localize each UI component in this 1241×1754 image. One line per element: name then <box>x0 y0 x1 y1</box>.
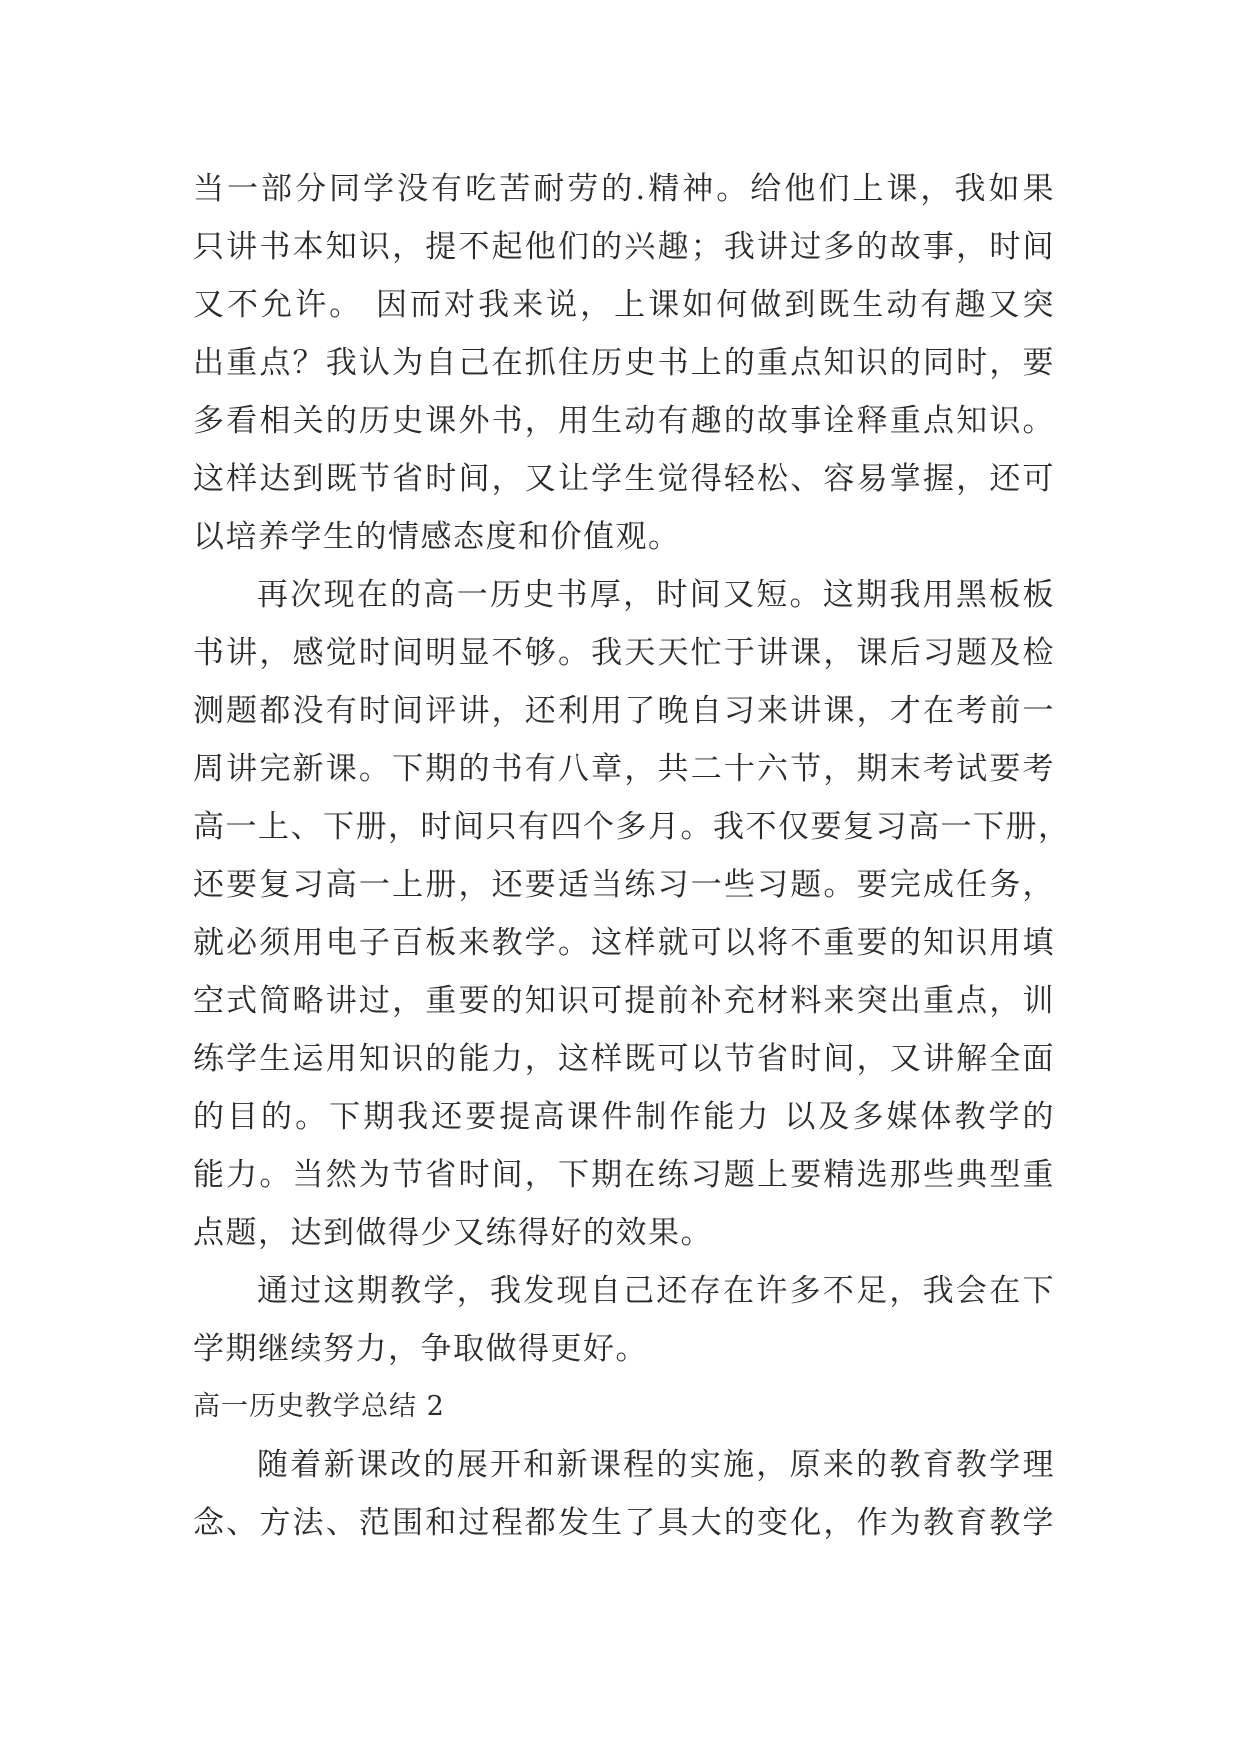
text-line: 学期继续努力，争取做得更好。 <box>193 1331 648 1367</box>
text-line: 空式简略讲过，重要的知识可提前补充材料来突出重点，训 <box>193 983 1055 1019</box>
text-line: 当一部分同学没有吃苦耐劳的.精神。给他们上课，我如果 <box>193 171 1055 207</box>
paragraph-2 <box>193 566 1071 1262</box>
text-line: 多看相关的历史课外书，用生动有趣的故事诠释重点知识。 <box>193 403 1055 439</box>
text-line: 通过这期教学，我发现自己还存在许多不足，我会在下 <box>257 1273 1055 1309</box>
paragraph-1 <box>193 160 1055 566</box>
text-line: 念、方法、范围和过程都发生了具大的变化，作为教育教学 <box>193 1505 1055 1541</box>
text-line: 随着新课改的展开和新课程的实施，原来的教育教学理 <box>257 1447 1055 1483</box>
heading-text: 高一历史教学总结 2 <box>193 1391 445 1422</box>
text-line: 周讲完新课。下期的书有八章，共二十六节，期末考试要考 <box>193 751 1055 787</box>
document-body <box>193 160 1071 1552</box>
text-line: 能力。当然为节省时间，下期在练习题上要精选那些典型重 <box>193 1157 1055 1193</box>
text-line: 这样达到既节省时间，又让学生觉得轻松、容易掌握，还可 <box>193 461 1055 497</box>
text-line: 再次现在的高一历史书厚，时间又短。这期我用黑板板 <box>257 577 1055 613</box>
text-line: 就必须用电子百板来教学。这样就可以将不重要的知识用填 <box>193 925 1055 961</box>
text-line: 测题都没有时间评讲，还利用了晚自习来讲课，才在考前一 <box>193 693 1055 729</box>
section-heading <box>193 1378 1055 1436</box>
text-line: 书讲，感觉时间明显不够。我天天忙于讲课，课后习题及检 <box>193 635 1055 671</box>
paragraph-3 <box>193 1262 1055 1378</box>
text-line: 高一上、下册，时间只有四个多月。我不仅要复习高一下册， <box>193 809 1071 845</box>
text-line: 还要复习高一上册，还要适当练习一些习题。要完成任务， <box>193 867 1055 903</box>
text-line: 的目的。下期我还要提高课件制作能力 以及多媒体教学的 <box>193 1099 1055 1135</box>
text-line: 以培养学生的情感态度和价值观。 <box>193 519 681 555</box>
paragraph-4 <box>193 1436 1055 1552</box>
text-line: 练学生运用知识的能力，这样既可以节省时间，又讲解全面 <box>193 1041 1055 1077</box>
text-line: 出重点？我认为自己在抓住历史书上的重点知识的同时，要 <box>193 345 1055 381</box>
text-line: 又不允许。 因而对我来说，上课如何做到既生动有趣又突 <box>193 287 1055 323</box>
text-line: 只讲书本知识，提不起他们的兴趣；我讲过多的故事，时间 <box>193 229 1055 265</box>
text-line: 点题，达到做得少又练得好的效果。 <box>193 1215 713 1251</box>
